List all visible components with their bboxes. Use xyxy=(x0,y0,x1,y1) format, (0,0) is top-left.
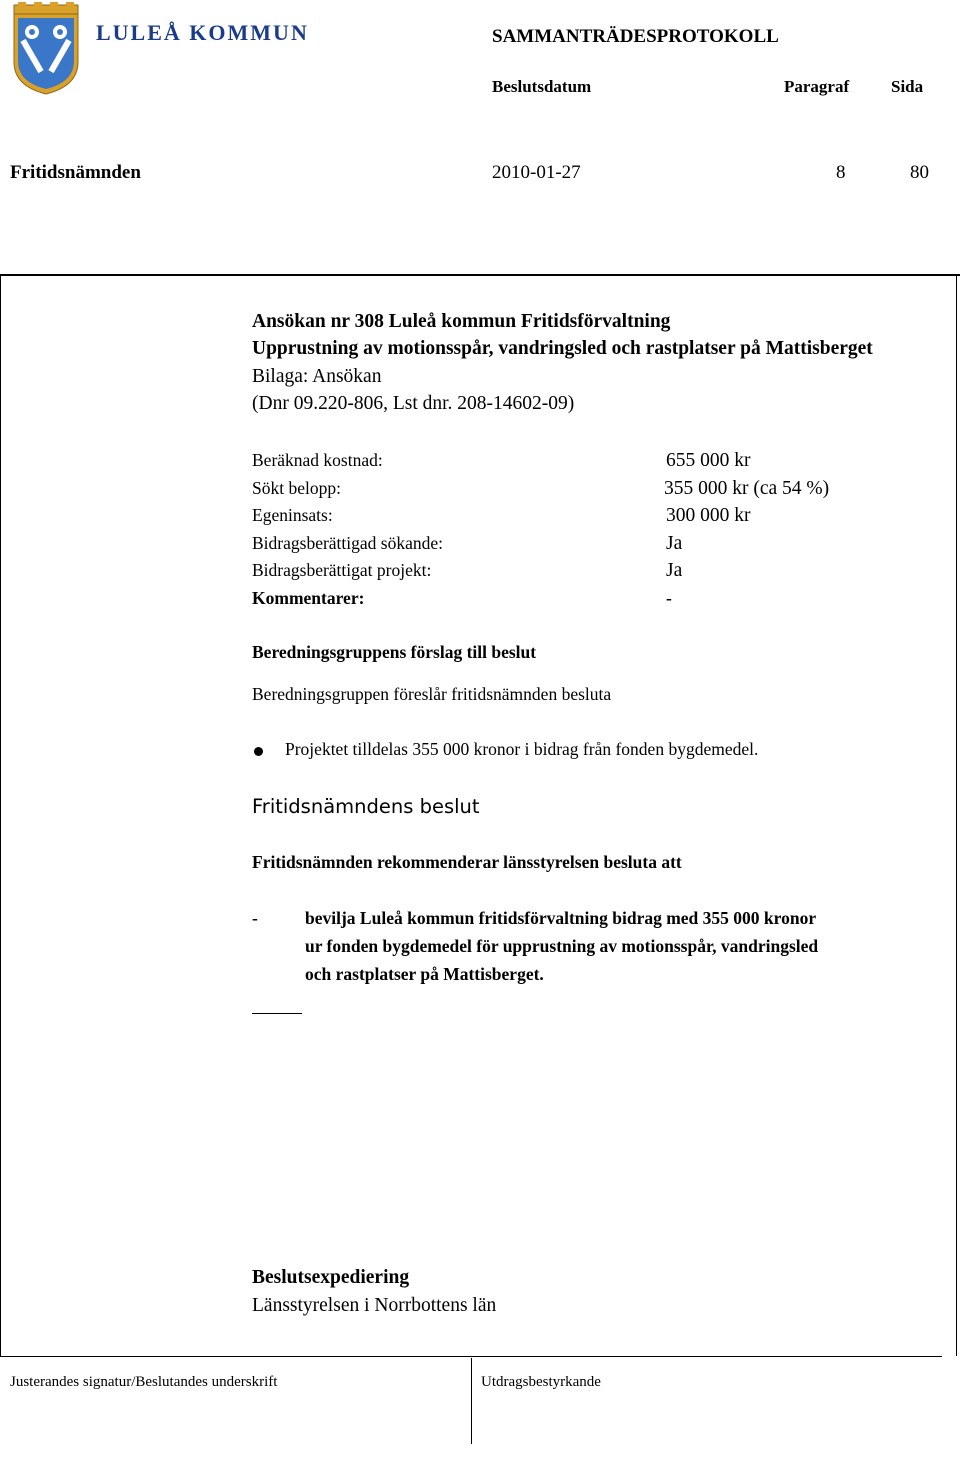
decision-date: 2010-01-27 xyxy=(492,162,581,183)
committee-name: Fritidsnämnden xyxy=(10,162,141,183)
fact-value: 355 000 kr (ca 54 %) xyxy=(664,478,830,499)
footer-divider xyxy=(471,1358,472,1444)
frame-left-rule xyxy=(0,274,1,1356)
fact-label: Beräknad kostnad: xyxy=(252,450,383,470)
page-number: 80 xyxy=(910,162,929,183)
decision-text-line: ur fonden bygdemedel för upprustning av motionsspår, vandringsled xyxy=(305,936,819,956)
footer-rule xyxy=(0,1356,942,1357)
bullet-icon xyxy=(254,747,263,756)
application-title: Ansökan nr 308 Luleå kommun Fritidsförvaltning xyxy=(252,311,671,332)
fact-label: Sökt belopp: xyxy=(252,478,341,498)
fact-value: 655 000 kr xyxy=(666,450,751,471)
proposal-heading: Beredningsgruppens förslag till beslut xyxy=(252,642,537,662)
decision-dash: - xyxy=(252,908,258,928)
decision-text-line: bevilja Luleå kommun fritidsförvaltning bidrag med 355 000 kronor xyxy=(305,908,817,928)
fact-value: - xyxy=(666,588,672,608)
decision-heading: Fritidsnämndens beslut xyxy=(252,795,480,818)
label-decision-date: Beslutsdatum xyxy=(492,77,592,96)
frame-top-rule xyxy=(0,274,960,276)
proposal-bullet-text: Projektet tilldelas 355 000 kronor i bidrag från fonden bygdemedel. xyxy=(285,739,759,759)
decision-text-line: och rastplatser på Mattisberget. xyxy=(305,964,544,984)
proposal-intro: Beredningsgruppen föreslår fritidsnämnden besluta xyxy=(252,684,612,704)
fact-label: Bidragsberättigat projekt: xyxy=(252,560,432,580)
document-title: SAMMANTRÄDESPROTOKOLL xyxy=(492,26,779,47)
signature-label: Justerandes signatur/Beslutandes underskrift xyxy=(10,1374,278,1390)
end-rule xyxy=(252,1013,302,1014)
luleå-coat-of-arms-logo xyxy=(10,2,82,96)
dispatch-recipient: Länsstyrelsen i Norrbottens län xyxy=(252,1295,497,1316)
application-attachment: Bilaga: Ansökan xyxy=(252,366,382,387)
dispatch-heading: Beslutsexpediering xyxy=(252,1267,410,1288)
label-page: Sida xyxy=(891,77,924,96)
decision-intro: Fritidsnämnden rekommenderar länsstyrelsen besluta att xyxy=(252,852,682,872)
fact-value: Ja xyxy=(666,560,683,581)
excerpt-certification-label: Utdragsbestyrkande xyxy=(481,1374,601,1390)
fact-value: Ja xyxy=(666,533,683,554)
organization-name: LULEÅ KOMMUN xyxy=(96,20,309,45)
fact-value: 300 000 kr xyxy=(666,505,751,526)
paragraph-number: 8 xyxy=(836,162,846,183)
application-subject: Upprustning av motionsspår, vandringsled och rastplatser på Mattisberget xyxy=(252,338,873,359)
frame-right-rule xyxy=(956,274,957,1356)
fact-label: Bidragsberättigad sökande: xyxy=(252,533,443,553)
fact-label: Egeninsats: xyxy=(252,505,333,525)
fact-label: Kommentarer: xyxy=(252,588,365,608)
application-reference: (Dnr 09.220-806, Lst dnr. 208-14602-09) xyxy=(252,393,575,414)
label-paragraph: Paragraf xyxy=(784,77,850,96)
